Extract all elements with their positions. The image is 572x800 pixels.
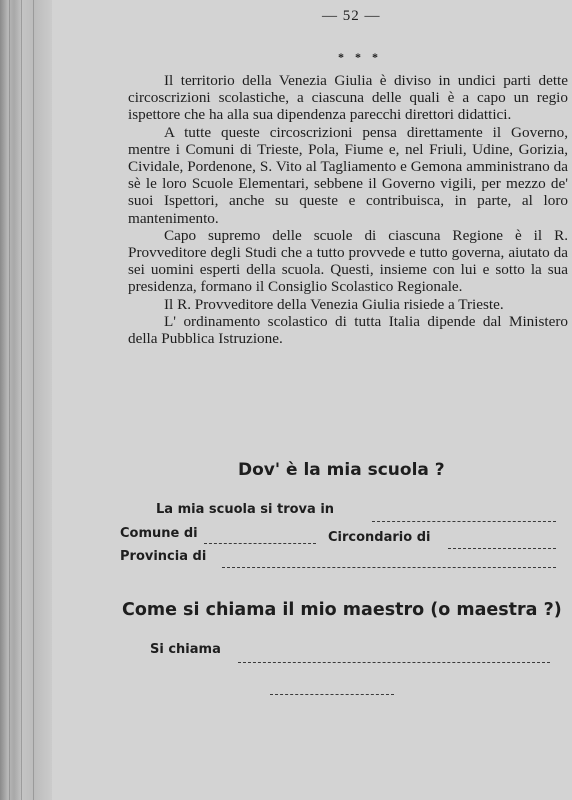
- circondario-blank[interactable]: [448, 548, 556, 549]
- provincia-label: Provincia di: [120, 549, 207, 564]
- paragraph: A tutte queste circoscrizioni pensa direttamente il Governo, mentre i Comuni di Trieste, Pola, Fiume e, nel Friuli, Udine, Gorizia, Cividale, Pordenone, S. Vito al Tagliamento e Gemona amministrano da sè le loro Scuole Elementari, sebbene il Governo vigili, per mezzo de' suoi Ispettori, anche su queste e contribuisca, in parte, al loro mantenimento.: [128, 123, 568, 227]
- page-number: — 52 —: [322, 8, 381, 24]
- comune-blank[interactable]: [204, 543, 316, 544]
- teacher-name-blank[interactable]: [238, 662, 550, 663]
- teacher-name-heading: Come si chiama il mio maestro (o maestra ?): [122, 600, 562, 620]
- provincia-blank[interactable]: [222, 567, 556, 568]
- circondario-label: Circondario di: [328, 530, 431, 545]
- school-location-label: La mia scuola si trova in: [156, 502, 335, 517]
- teacher-name-label: Si chiama: [150, 642, 221, 657]
- section-separator: * * *: [338, 50, 382, 64]
- paragraph: L' ordinamento scolastico di tutta Italia dipende dal Ministero della Pubblica Istruzione.: [128, 312, 568, 348]
- paragraph: Il territorio della Venezia Giulia è diviso in undici parti dette circoscrizioni scolastiche, a ciascuna delle quali è a capo un regio ispettore che ha alla sua dipendenza parecchi direttori didattici.: [128, 72, 568, 124]
- comune-label: Comune di: [120, 526, 198, 541]
- school-location-heading: Dov' è la mia scuola ?: [238, 460, 445, 480]
- school-location-blank[interactable]: [372, 521, 556, 522]
- paragraph: Capo supremo delle scuole di ciascuna Regione è il R. Provveditore degli Studi che a tutto provvede e tutto governa, aiutato da sei uomini esperti della scuola. Questi, insieme con lui e sotto la sua presidenza, formano il Consiglio Scolastico Regionale.: [128, 226, 568, 296]
- teacher-name-blank-extra[interactable]: [270, 694, 394, 695]
- paragraph: Il R. Provveditore della Venezia Giulia risiede a Trieste.: [164, 295, 504, 313]
